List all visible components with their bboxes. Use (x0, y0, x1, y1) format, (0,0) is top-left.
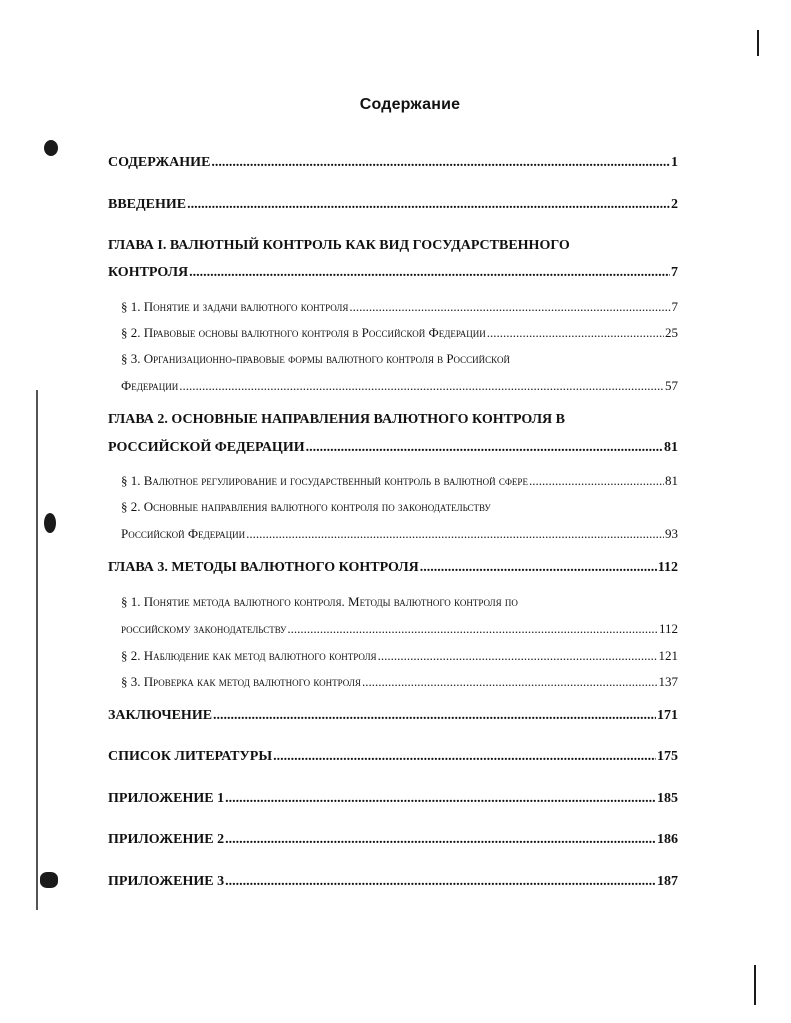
toc-entry-bibliography[interactable] (108, 750, 678, 764)
toc-page-number: 175 (657, 749, 678, 764)
leader-dots (487, 326, 664, 339)
toc-label: Федерации (121, 378, 179, 393)
leader-dots (306, 441, 663, 455)
toc-entry-contents[interactable] (108, 156, 678, 170)
toc-label: § 1. Понятие и задачи валютного контроля (121, 299, 349, 314)
toc-label: ГЛАВА 2. ОСНОВНЫЕ НАПРАВЛЕНИЯ ВАЛЮТНОГО КОНТРОЛЯ В (108, 412, 565, 427)
toc-label: российскому законодательству (121, 621, 287, 636)
toc-entry-chapter-2[interactable] (108, 441, 678, 455)
toc-label: § 3. Организационно-правовые формы валютного контроля в Российской (121, 351, 510, 366)
scan-blot-1 (44, 140, 58, 156)
toc-label: ПРИЛОЖЕНИЕ 2 (108, 832, 225, 847)
leader-dots (246, 527, 664, 540)
toc-label: § 3. Проверка как метод валютного контроля (121, 674, 361, 689)
toc-entry-intro[interactable] (108, 198, 678, 212)
toc-page-number: 185 (657, 791, 678, 806)
scan-edge-line-right-lower (754, 965, 756, 1005)
toc-page-number: 121 (658, 648, 678, 663)
toc-label: § 2. Наблюдение как метод валютного контроля (121, 648, 377, 663)
toc-entry-ch3-s3[interactable] (121, 675, 678, 688)
toc-entry-ch1-s3-line1[interactable] (121, 352, 678, 365)
toc-page-number: 186 (657, 832, 678, 847)
toc-label: § 1. Валютное регулирование и государственный контроль в валютной сфере (121, 473, 528, 488)
toc-page-number: 7 (671, 265, 678, 280)
leader-dots (273, 750, 656, 764)
toc-label: СПИСОК ЛИТЕРАТУРЫ (108, 749, 273, 764)
toc-entry-ch1-s2[interactable] (121, 326, 678, 339)
leader-dots (225, 875, 656, 889)
leader-dots (362, 675, 658, 688)
toc-entry-ch2-s2[interactable] (121, 527, 678, 540)
toc-page-number: 112 (658, 621, 678, 636)
leader-dots (179, 379, 664, 392)
toc-label: РОССИЙСКОЙ ФЕДЕРАЦИИ (108, 440, 305, 455)
leader-dots (287, 622, 658, 635)
toc-entry-chapter-3[interactable] (108, 561, 678, 575)
leader-dots (349, 300, 670, 313)
toc-label: ПРИЛОЖЕНИЕ 3 (108, 874, 225, 889)
scan-blot-3 (40, 872, 58, 888)
leader-dots (225, 792, 656, 806)
toc-page-number: 81 (665, 473, 678, 488)
scan-edge-line-right (757, 30, 759, 56)
toc-entry-ch3-s1[interactable] (121, 622, 678, 635)
toc-label: ЗАКЛЮЧЕНИЕ (108, 708, 213, 723)
toc-label: Российской Федерации (121, 526, 246, 541)
toc-entry-chapter-1-line1[interactable] (108, 239, 678, 253)
toc-label: СОДЕРЖАНИЕ (108, 155, 211, 170)
leader-dots (225, 833, 656, 847)
toc-label: КОНТРОЛЯ (108, 265, 189, 280)
toc-entry-ch1-s1[interactable] (121, 300, 678, 313)
leader-dots (529, 474, 664, 487)
toc-page-number: 81 (664, 440, 678, 455)
toc-entry-ch3-s1-line1[interactable] (121, 595, 678, 608)
scan-edge-line-left (36, 390, 38, 910)
toc-entry-appendix-2[interactable] (108, 833, 678, 847)
toc-page-number: 171 (657, 708, 678, 723)
page-title: Содержание (359, 96, 461, 113)
toc-entry-ch3-s2[interactable] (121, 649, 678, 662)
toc-page-number: 1 (671, 155, 678, 170)
toc-page-number: 112 (657, 560, 678, 575)
toc-entry-chapter-1[interactable] (108, 266, 678, 280)
toc-entry-ch2-s1[interactable] (121, 474, 678, 487)
leader-dots (187, 198, 670, 212)
leader-dots (378, 649, 658, 662)
toc-label: § 2. Правовые основы валютного контроля в Российской Федерации (121, 325, 486, 340)
toc-label: ГЛАВА I. ВАЛЮТНЫЙ КОНТРОЛЬ КАК ВИД ГОСУДАРСТВЕННОГО (108, 238, 570, 253)
toc-label: ГЛАВА 3. МЕТОДЫ ВАЛЮТНОГО КОНТРОЛЯ (108, 560, 419, 575)
toc-entry-appendix-3[interactable] (108, 875, 678, 889)
toc-page-number: 7 (671, 299, 678, 314)
toc-entry-ch1-s3[interactable] (121, 379, 678, 392)
leader-dots (213, 709, 656, 723)
toc-label: ВВЕДЕНИЕ (108, 197, 187, 212)
toc-entry-conclusion[interactable] (108, 709, 678, 723)
scan-blot-2 (44, 513, 56, 533)
toc-label: ПРИЛОЖЕНИЕ 1 (108, 791, 225, 806)
leader-dots (420, 561, 657, 575)
toc-entry-ch2-s2-line1[interactable] (121, 500, 678, 513)
toc-page-number: 187 (657, 874, 678, 889)
toc-page-number: 137 (658, 674, 678, 689)
toc-entry-appendix-1[interactable] (108, 792, 678, 806)
toc-label: § 1. Понятие метода валютного контроля. Методы валютного контроля по (121, 594, 518, 609)
toc-page-number: 93 (665, 526, 678, 541)
toc-label: § 2. Основные направления валютного контроля по законодательству (121, 499, 491, 514)
leader-dots (211, 156, 670, 170)
toc-entry-chapter-2-line1[interactable] (108, 413, 678, 427)
toc-page-number: 2 (671, 197, 678, 212)
toc-page-number: 25 (665, 325, 678, 340)
toc-page-number: 57 (665, 378, 678, 393)
leader-dots (189, 266, 670, 280)
